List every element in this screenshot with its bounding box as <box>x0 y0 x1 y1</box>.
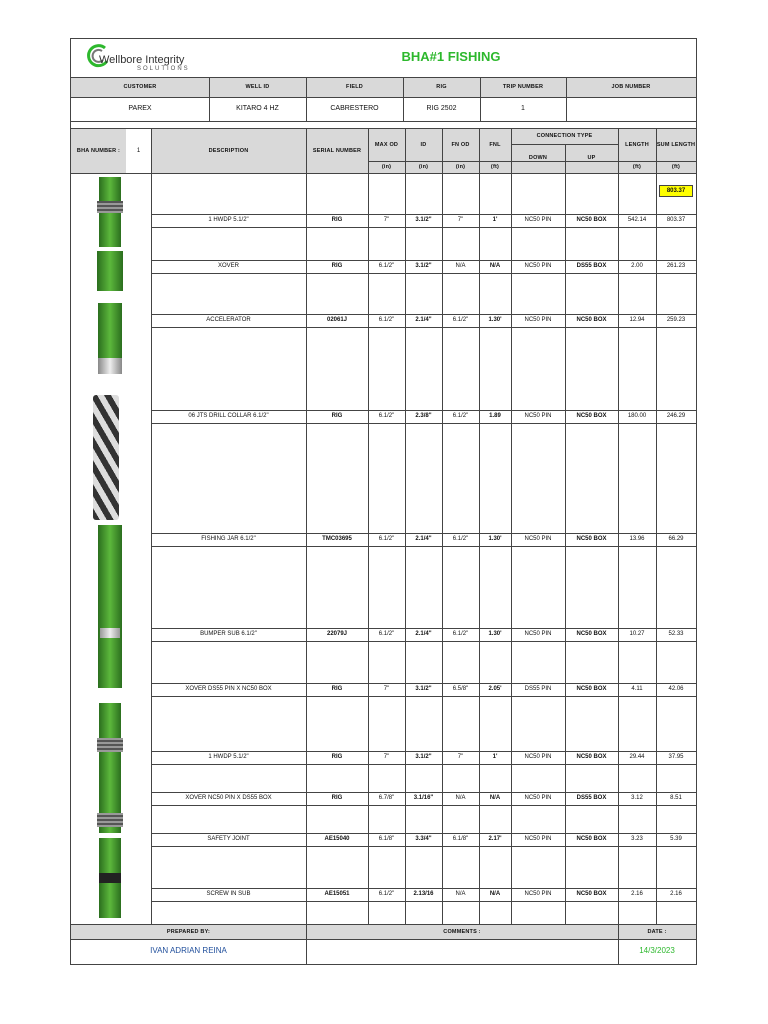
row-serial: 02061J <box>326 317 348 324</box>
row-sum: 66.29 <box>668 536 684 543</box>
thread-lower-icon <box>97 738 123 752</box>
job-number-label: JOB NUMBER <box>611 84 651 91</box>
customer-label: CUSTOMER <box>123 84 157 91</box>
bha-number-value: 1 <box>126 129 151 173</box>
well-id-value: KITARO 4 HZ <box>236 105 279 113</box>
row-up: NC50 BOX <box>576 891 607 898</box>
row-id: 3.1/2" <box>415 217 432 224</box>
row-fn-od: 6.5/8" <box>452 686 469 693</box>
row-serial: RIG <box>331 413 343 420</box>
row-max-od: 6.1/2" <box>378 317 395 324</box>
page-title: BHA#1 FISHING <box>401 48 501 64</box>
length-header: LENGTH <box>625 141 649 148</box>
trip-number-label: TRIP NUMBER <box>502 84 544 91</box>
row-max-od: 6.1/2" <box>378 536 395 543</box>
row-divider <box>151 764 696 765</box>
rig-value: RIG 2502 <box>426 105 457 113</box>
row-max-od: 6.1/2" <box>378 413 395 420</box>
sum-length-header: SUM LENGTH <box>656 141 696 148</box>
row-serial: TMC03695 <box>322 536 352 543</box>
field-value: CABRESTERO <box>330 105 379 113</box>
row-length: 13.96 <box>629 536 645 543</box>
row-down: NC50 PIN <box>524 631 552 638</box>
row-down: NC50 PIN <box>524 217 552 224</box>
row-max-od: 6.1/2" <box>378 891 395 898</box>
row-fnl: 2.17' <box>488 836 502 843</box>
row-sum: 52.33 <box>668 631 684 638</box>
row-fn-od: N/A <box>455 795 466 802</box>
row-serial: RIG <box>331 754 343 761</box>
row-id: 3.1/2" <box>415 686 432 693</box>
screw-sub-icon <box>99 873 121 883</box>
row-sum: 246.29 <box>666 413 686 420</box>
thread-lower2-icon <box>97 813 123 827</box>
row-length: 3.12 <box>631 795 643 802</box>
row-down: NC50 PIN <box>524 413 552 420</box>
row-fnl: N/A <box>489 891 501 898</box>
row-max-od: 6.1/2" <box>378 631 395 638</box>
row-fnl: 1' <box>492 754 498 761</box>
row-divider <box>151 696 696 697</box>
row-description: SAFETY JOINT <box>207 836 250 843</box>
row-description: XOVER <box>217 263 239 270</box>
row-up: NC50 BOX <box>576 686 607 693</box>
row-id: 2.1/4" <box>415 317 432 324</box>
connection-type-header: CONNECTION TYPE <box>536 133 593 140</box>
row-length: 10.27 <box>629 631 645 638</box>
total-length-highlight: 803.37 <box>659 185 693 197</box>
row-sum: 2.16 <box>670 891 682 898</box>
rig-label: RIG <box>436 84 447 91</box>
row-down: NC50 PIN <box>524 263 552 270</box>
row-up: NC50 BOX <box>576 317 607 324</box>
row-length: 29.44 <box>629 754 645 761</box>
row-max-od: 7" <box>383 754 390 761</box>
row-sum: 261.23 <box>666 263 686 270</box>
row-fn-od: 6.1/8" <box>452 836 469 843</box>
row-description: XOVER DS55 PIN X NC50 BOX <box>185 686 272 693</box>
row-divider <box>151 805 696 806</box>
row-divider <box>151 423 696 424</box>
max-od-unit: (in) <box>381 163 392 170</box>
accelerator-tool-icon <box>98 303 122 358</box>
length-unit: (ft) <box>632 163 642 170</box>
row-id: 2.1/4" <box>415 536 432 543</box>
drill-collar-icon <box>93 395 119 520</box>
row-description: XOVER NC50 PIN X DS55 BOX <box>185 795 272 802</box>
bha-drawing <box>71 173 151 924</box>
row-fn-od: 6.1/2" <box>452 413 469 420</box>
date-label: DATE : <box>647 928 667 935</box>
row-divider <box>151 846 696 847</box>
row-sum: 8.51 <box>670 795 682 802</box>
row-fn-od: N/A <box>455 263 466 270</box>
row-length: 180.00 <box>627 413 647 420</box>
row-up: NC50 BOX <box>576 836 607 843</box>
row-id: 2.13/16 <box>413 891 434 898</box>
company-name: Wellbore Integrity <box>99 54 185 66</box>
row-serial: 22079J <box>326 631 348 638</box>
row-up: DS55 BOX <box>576 263 607 270</box>
row-down: NC50 PIN <box>524 536 552 543</box>
row-fn-od: 6.1/2" <box>452 536 469 543</box>
field-label: FIELD <box>346 84 363 91</box>
company-subtitle: SOLUTIONS <box>137 66 190 72</box>
row-fnl: 2.05' <box>488 686 502 693</box>
row-length: 542.14 <box>627 217 647 224</box>
well-id-label: WELL ID <box>245 84 270 91</box>
row-down: NC50 PIN <box>524 795 552 802</box>
job-number-value <box>566 97 696 121</box>
row-description: 1 HWDP 5.1/2" <box>208 217 249 224</box>
row-fn-od: 7" <box>457 217 464 224</box>
trip-number-value: 1 <box>521 105 525 113</box>
row-fnl: N/A <box>489 263 501 270</box>
row-down: NC50 PIN <box>524 891 552 898</box>
row-down: NC50 PIN <box>524 836 552 843</box>
row-serial: RIG <box>331 217 343 224</box>
row-description: 06 JTS DRILL COLLAR 6.1/2" <box>188 413 269 420</box>
row-max-od: 6.7/8" <box>378 795 395 802</box>
max-od-header: MAX OD <box>374 141 399 148</box>
prepared-by-label: PREPARED BY: <box>166 928 211 935</box>
comments-label: COMMENTS : <box>443 928 481 935</box>
company-logo <box>85 43 225 73</box>
row-divider <box>151 641 696 642</box>
row-serial: RIG <box>331 795 343 802</box>
row-max-od: 6.1/8" <box>378 836 395 843</box>
row-serial: AE15040 <box>324 836 350 843</box>
row-fn-od: 6.1/2" <box>452 631 469 638</box>
row-serial: AE15051 <box>324 891 350 898</box>
row-down: NC50 PIN <box>524 754 552 761</box>
row-description: BUMPER SUB 6.1/2" <box>200 631 257 638</box>
accelerator-mandrel-icon <box>98 358 122 374</box>
row-fnl: 1' <box>492 217 498 224</box>
fnl-header: FNL <box>489 141 501 148</box>
fn-od-header: FN OD <box>451 141 470 148</box>
bumper-mandrel-icon <box>100 628 120 638</box>
row-fn-od: 7" <box>457 754 464 761</box>
date-value: 14/3/2023 <box>639 945 675 955</box>
fishing-jar-icon <box>98 525 122 635</box>
thread-icon <box>97 201 123 213</box>
up-header: UP <box>587 155 596 162</box>
row-serial: RIG <box>331 686 343 693</box>
row-divider <box>151 227 696 228</box>
row-length: 3.23 <box>631 836 643 843</box>
row-fnl: 1.30' <box>488 536 502 543</box>
row-id: 2.1/4" <box>415 631 432 638</box>
row-length: 12.94 <box>629 317 645 324</box>
row-divider <box>151 273 696 274</box>
row-length: 2.16 <box>631 891 643 898</box>
row-description: FISHING JAR 6.1/2" <box>201 536 256 543</box>
description-header: DESCRIPTION <box>208 147 249 154</box>
prepared-by-value: IVAN ADRIAN REINA <box>150 945 227 955</box>
row-description: SCREW IN SUB <box>206 891 251 898</box>
bha-sheet <box>70 38 697 965</box>
customer-value: PAREX <box>128 105 152 113</box>
row-fnl: 1.89 <box>489 413 501 420</box>
row-divider <box>151 327 696 328</box>
row-up: NC50 BOX <box>576 413 607 420</box>
row-id: 3.1/2" <box>415 754 432 761</box>
row-fnl: 1.30' <box>488 631 502 638</box>
row-length: 2.00 <box>631 263 643 270</box>
row-sum: 42.06 <box>668 686 684 693</box>
row-down: NC50 PIN <box>524 317 552 324</box>
row-sum: 37.95 <box>668 754 684 761</box>
row-up: NC50 BOX <box>576 754 607 761</box>
row-description: 1 HWDP 5.1/2" <box>208 754 249 761</box>
xover-tool-icon <box>97 251 123 291</box>
row-fnl: 1.30' <box>488 317 502 324</box>
bha-number-label: BHA NUMBER : <box>76 147 121 154</box>
id-unit: (in) <box>418 163 429 170</box>
sum-length-unit: (ft) <box>671 163 681 170</box>
row-sum: 803.37 <box>666 217 686 224</box>
row-id: 3.1/2" <box>415 263 432 270</box>
row-fn-od: 6.1/2" <box>452 317 469 324</box>
id-header: ID <box>420 141 427 148</box>
row-id: 2.3/8" <box>415 413 432 420</box>
row-up: NC50 BOX <box>576 217 607 224</box>
row-divider <box>151 546 696 547</box>
row-sum: 5.39 <box>670 836 682 843</box>
row-max-od: 7" <box>383 686 390 693</box>
row-up: NC50 BOX <box>576 536 607 543</box>
row-serial: RIG <box>331 263 343 270</box>
row-up: NC50 BOX <box>576 631 607 638</box>
row-id: 3.1/16" <box>413 795 434 802</box>
row-max-od: 6.1/2" <box>378 263 395 270</box>
row-max-od: 7" <box>383 217 390 224</box>
row-divider <box>151 901 696 902</box>
row-down: DS55 PIN <box>524 686 552 693</box>
row-fn-od: N/A <box>455 891 466 898</box>
row-length: 4.11 <box>631 686 643 693</box>
row-description: ACCELERATOR <box>206 317 251 324</box>
down-header: DOWN <box>528 155 548 162</box>
serial-number-header: SERIAL NUMBER <box>312 147 362 154</box>
fn-od-unit: (in) <box>455 163 466 170</box>
fnl-unit: (ft) <box>490 163 500 170</box>
comments-value[interactable] <box>306 939 618 963</box>
row-up: DS55 BOX <box>576 795 607 802</box>
row-sum: 259.23 <box>666 317 686 324</box>
row-id: 3.3/4" <box>415 836 432 843</box>
row-fnl: N/A <box>489 795 501 802</box>
